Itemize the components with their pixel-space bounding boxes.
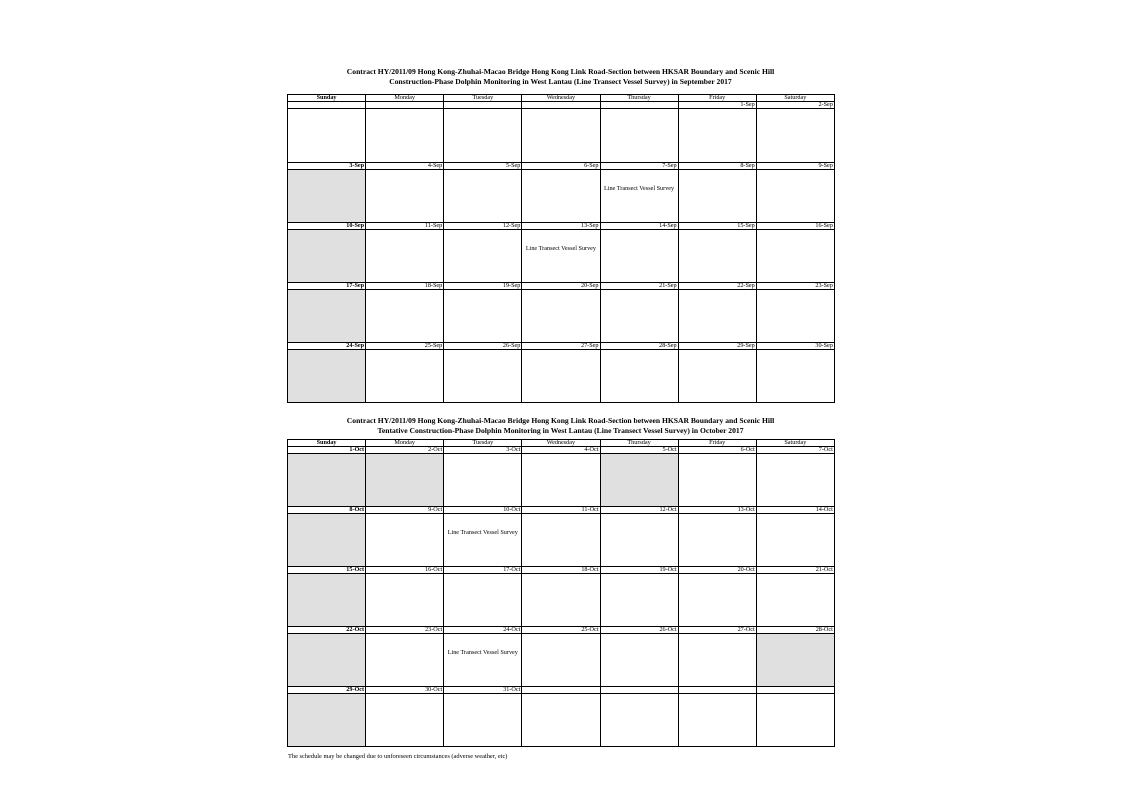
day-body (756, 454, 834, 507)
day-body (522, 694, 600, 747)
date-cell: 27-Sep (522, 343, 600, 350)
day-body (366, 230, 444, 283)
date-cell: 18-Oct (522, 567, 600, 574)
date-cell (522, 687, 600, 694)
september-title-line2: Construction-Phase Dolphin Monitoring in West Lantau (Line Transect Vessel Survey) in September 2017 (389, 76, 732, 86)
day-body (600, 574, 678, 627)
day-body (756, 634, 834, 687)
date-cell: 18-Sep (366, 283, 444, 290)
date-cell (600, 102, 678, 109)
date-row (288, 447, 835, 454)
september-title-line1: Contract HY/2011/09 Hong Kong-Zhuhai-Macao Bridge Hong Kong Link Road-Section between HKSAR Boundary and Scenic Hill (346, 67, 775, 76)
date-row (288, 283, 835, 290)
day-body (678, 230, 756, 283)
day-body (522, 230, 600, 283)
day-body (756, 230, 834, 283)
date-cell: 1-Oct (288, 447, 366, 454)
day-body (756, 170, 834, 223)
date-cell: 9-Sep (756, 163, 834, 170)
date-cell: 5-Oct (600, 447, 678, 454)
date-cell: 27-Oct (678, 627, 756, 634)
event-row (288, 109, 835, 163)
weekday-saturday: Saturday (756, 95, 834, 102)
september-title (287, 67, 834, 86)
date-cell: 3-Sep (288, 163, 366, 170)
day-body (288, 634, 366, 687)
date-cell: 30-Sep (756, 343, 834, 350)
date-cell (678, 687, 756, 694)
date-cell: 20-Oct (678, 567, 756, 574)
day-body (756, 574, 834, 627)
date-cell: 6-Sep (522, 163, 600, 170)
date-cell: 7-Oct (756, 447, 834, 454)
date-cell: 19-Oct (600, 567, 678, 574)
date-cell: 7-Sep (600, 163, 678, 170)
date-cell: 22-Oct (288, 627, 366, 634)
event-label: Line Transect Vessel Survey (447, 529, 518, 536)
date-cell: 28-Sep (600, 343, 678, 350)
october-title-line1: Contract HY/2011/09 Hong Kong-Zhuhai-Macao Bridge Hong Kong Link Road-Section between HKSAR Boundary and Scenic Hill (346, 416, 775, 425)
date-cell: 25-Oct (522, 627, 600, 634)
date-cell: 21-Oct (756, 567, 834, 574)
weekday-wednesday: Wednesday (522, 95, 600, 102)
date-cell: 14-Oct (756, 507, 834, 514)
day-body (600, 694, 678, 747)
date-cell: 25-Sep (366, 343, 444, 350)
date-cell: 1-Sep (678, 102, 756, 109)
day-body (444, 230, 522, 283)
date-cell: 17-Sep (288, 283, 366, 290)
weekday-wednesday: Wednesday (522, 440, 600, 447)
date-cell (756, 687, 834, 694)
date-cell (522, 102, 600, 109)
day-body (600, 514, 678, 567)
day-body (756, 290, 834, 343)
day-body (444, 170, 522, 223)
date-cell: 10-Oct (444, 507, 522, 514)
date-cell: 13-Sep (522, 223, 600, 230)
event-row (288, 170, 835, 223)
day-body (600, 350, 678, 403)
day-body (678, 350, 756, 403)
day-body (522, 454, 600, 507)
date-cell: 3-Oct (444, 447, 522, 454)
weekday-sunday: Sunday (288, 440, 366, 447)
weekday-saturday: Saturday (756, 440, 834, 447)
day-body (678, 290, 756, 343)
date-cell: 26-Oct (600, 627, 678, 634)
weekday-friday: Friday (678, 95, 756, 102)
day-body (366, 109, 444, 163)
day-body (600, 109, 678, 163)
day-body (444, 514, 522, 567)
day-body (288, 170, 366, 223)
date-cell: 17-Oct (444, 567, 522, 574)
day-body (600, 290, 678, 343)
date-cell: 24-Sep (288, 343, 366, 350)
weekday-tuesday: Tuesday (444, 95, 522, 102)
date-cell: 28-Oct (756, 627, 834, 634)
day-body (678, 109, 756, 163)
date-cell: 22-Sep (678, 283, 756, 290)
day-body (756, 109, 834, 163)
date-cell: 21-Sep (600, 283, 678, 290)
date-cell: 20-Sep (522, 283, 600, 290)
weekday-thursday: Thursday (600, 95, 678, 102)
weekday-monday: Monday (366, 440, 444, 447)
date-cell: 12-Oct (600, 507, 678, 514)
event-row (288, 350, 835, 403)
date-cell (444, 102, 522, 109)
day-body (678, 634, 756, 687)
day-body (366, 290, 444, 343)
day-body (366, 350, 444, 403)
weekday-monday: Monday (366, 95, 444, 102)
day-body (600, 170, 678, 223)
date-cell: 29-Oct (288, 687, 366, 694)
october-title-line2: Tentative Construction-Phase Dolphin Monitoring in West Lantau (Line Transect Vessel Survey) in October 2017 (377, 425, 744, 435)
date-cell: 8-Oct (288, 507, 366, 514)
date-cell: 24-Oct (444, 627, 522, 634)
day-body (288, 574, 366, 627)
day-body (444, 574, 522, 627)
event-row (288, 454, 835, 507)
date-row (288, 627, 835, 634)
weekday-thursday: Thursday (600, 440, 678, 447)
day-body (288, 514, 366, 567)
day-body (366, 514, 444, 567)
day-body (366, 574, 444, 627)
date-cell: 12-Sep (444, 223, 522, 230)
day-body (288, 350, 366, 403)
date-cell: 23-Sep (756, 283, 834, 290)
date-row (288, 163, 835, 170)
day-body (600, 634, 678, 687)
date-row (288, 343, 835, 350)
date-cell: 2-Oct (366, 447, 444, 454)
date-cell: 10-Sep (288, 223, 366, 230)
event-row (288, 694, 835, 747)
day-body (600, 454, 678, 507)
date-cell: 13-Oct (678, 507, 756, 514)
day-body (288, 454, 366, 507)
day-body (522, 170, 600, 223)
weekday-sunday: Sunday (288, 95, 366, 102)
october-title (287, 416, 834, 435)
date-cell (288, 102, 366, 109)
date-cell: 11-Sep (366, 223, 444, 230)
day-body (522, 290, 600, 343)
september-calendar (287, 67, 834, 349)
day-body (600, 230, 678, 283)
date-cell: 11-Oct (522, 507, 600, 514)
day-body (444, 109, 522, 163)
date-row (288, 223, 835, 230)
day-body (366, 454, 444, 507)
date-cell: 30-Oct (366, 687, 444, 694)
day-body (522, 350, 600, 403)
day-body (288, 290, 366, 343)
date-cell: 14-Sep (600, 223, 678, 230)
date-cell: 19-Sep (444, 283, 522, 290)
day-body (522, 514, 600, 567)
day-body (288, 230, 366, 283)
date-row (288, 507, 835, 514)
date-cell: 2-Sep (756, 102, 834, 109)
day-body (756, 694, 834, 747)
date-row (288, 567, 835, 574)
date-cell: 4-Oct (522, 447, 600, 454)
day-body (444, 350, 522, 403)
event-row (288, 230, 835, 283)
day-body (444, 290, 522, 343)
date-cell: 15-Sep (678, 223, 756, 230)
event-row (288, 574, 835, 627)
day-body (678, 454, 756, 507)
day-body (444, 694, 522, 747)
day-body (756, 514, 834, 567)
weekday-tuesday: Tuesday (444, 440, 522, 447)
weekday-friday: Friday (678, 440, 756, 447)
day-body (678, 514, 756, 567)
day-body (678, 574, 756, 627)
schedule-footnote: The schedule may be changed due to unforeseen circumstances (adverse weather, etc) (288, 753, 508, 760)
day-body (522, 634, 600, 687)
date-cell: 16-Oct (366, 567, 444, 574)
day-body (366, 634, 444, 687)
date-cell: 8-Sep (678, 163, 756, 170)
day-body (444, 634, 522, 687)
day-body (288, 109, 366, 163)
date-cell: 16-Sep (756, 223, 834, 230)
event-row (288, 634, 835, 687)
date-cell: 29-Sep (678, 343, 756, 350)
day-body (444, 454, 522, 507)
day-body (678, 694, 756, 747)
date-cell: 6-Oct (678, 447, 756, 454)
date-cell: 23-Oct (366, 627, 444, 634)
october-calendar (287, 416, 834, 693)
date-cell: 31-Oct (444, 687, 522, 694)
date-cell: 4-Sep (366, 163, 444, 170)
day-body (366, 170, 444, 223)
event-label: Line Transect Vessel Survey (447, 649, 518, 656)
day-body (756, 350, 834, 403)
date-row (288, 102, 835, 109)
day-body (366, 694, 444, 747)
event-label: Line Transect Vessel Survey (525, 245, 597, 252)
day-body (288, 694, 366, 747)
date-cell: 5-Sep (444, 163, 522, 170)
date-row (288, 687, 835, 694)
day-body (522, 574, 600, 627)
date-cell (366, 102, 444, 109)
day-body (678, 170, 756, 223)
event-row (288, 514, 835, 567)
date-cell: 9-Oct (366, 507, 444, 514)
september-grid (287, 94, 835, 403)
october-grid (287, 439, 835, 747)
event-label: Line Transect Vessel Survey (603, 185, 675, 192)
date-cell: 15-Oct (288, 567, 366, 574)
event-row (288, 290, 835, 343)
day-body (522, 109, 600, 163)
date-cell: 26-Sep (444, 343, 522, 350)
date-cell (600, 687, 678, 694)
